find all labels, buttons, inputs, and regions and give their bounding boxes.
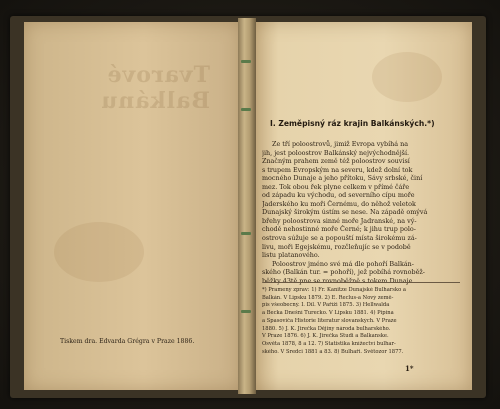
footnote-line: V Praze 1876. 6) J. K. Jirečka Studi a Balkanske. bbox=[262, 333, 389, 340]
text-line: ského (Balkán tur. = pohoří), jež pobíhá rovnoběž- bbox=[262, 268, 425, 277]
body-text bbox=[262, 140, 460, 285]
text-line: Značným prahem země též poloostrov souvisí bbox=[262, 157, 410, 166]
footnote-line: Balkán. V Lipsku 1879. 2) E. Reclus-a Nový země- bbox=[262, 294, 394, 301]
footnote-line: Osvěta 1878, 8 a 12. 7) Statistika knížectví bulhar- bbox=[262, 340, 396, 347]
text-line: Ze tří poloostrovů, jimiž Evropa vybíhá na bbox=[272, 140, 409, 148]
footnote-line: 1880. 5) J. K. Jirečka Dějiny národa bulharského. bbox=[262, 325, 391, 332]
text-line: jih, jest poloostrov Balkánský nejvýchodnější. bbox=[262, 148, 410, 157]
printer-imprint: Tiskem dra. Edvarda Grégra v Praze 1886. bbox=[60, 338, 195, 345]
text-line: Poloostrov jméno své má dle pohoří Balkán- bbox=[272, 259, 414, 268]
text-line: mez. Tok obou řek plyne celkem v přímé čáře bbox=[262, 182, 410, 191]
footnote bbox=[262, 287, 462, 356]
text-line: chodě nehostinné moře Černé; k jihu trup polo- bbox=[262, 225, 416, 234]
binding-thread bbox=[241, 60, 251, 63]
footnote-line: *) Prameny zprav: 1) Fr. Kanitze Dunajské Bulharsko a bbox=[262, 287, 406, 293]
page-stain bbox=[372, 52, 442, 102]
binding-thread bbox=[241, 310, 251, 313]
footnote-line: ského. V Sredci 1881 a 83. 8) Bulhaři. Světozor 1877. bbox=[262, 348, 404, 355]
text-line: ostrova súžuje se a popouští místa širokému zá- bbox=[262, 234, 417, 243]
text-line: od západu ku východu, od severního cípu moře bbox=[262, 191, 415, 200]
text-line: břehy poloostrova sinné moře Jadranské, na vý- bbox=[262, 216, 417, 225]
signature-mark: 1* bbox=[405, 364, 414, 373]
footnote-line: pis všeobecný. I. Díl. V Paříži 1875. 3) Hellwalda bbox=[262, 302, 390, 309]
binding-thread bbox=[241, 232, 251, 235]
footnote-line: a Spasoviča Historie literatur slovanských. V Praze bbox=[262, 317, 397, 324]
text-line: listu platanového. bbox=[262, 251, 320, 260]
text-line: s trupem Evropským na severu, kdež dolní tok bbox=[262, 165, 413, 174]
footnote-line: a Becka Dnešní Turecko. V Lipsku 1881. 4) Pipina bbox=[262, 310, 394, 317]
text-line: běžky 43tě pne se rovnoběžně s tokem Dunaje bbox=[262, 276, 413, 285]
footnote-rule bbox=[264, 282, 460, 283]
bleed-through-title: Tvarové Balkánu bbox=[100, 62, 210, 114]
page-stain bbox=[54, 222, 144, 282]
book-gutter bbox=[238, 18, 256, 394]
text-line: livu, moři Egejskému, rozčleňujíc se v podobě bbox=[262, 242, 411, 251]
chapter-heading: I. Zeměpisný ráz krajin Balkánských.*) bbox=[270, 119, 435, 128]
text-line: Jaderského ku moři Černému, do něhož veletok bbox=[262, 199, 416, 208]
binding-thread bbox=[241, 108, 251, 111]
text-line: Dunajský širokým ústím se nese. Na západě omývá bbox=[262, 208, 428, 217]
text-line: mocného Dunaje a jeho přítoku, Sávy srbské, činí bbox=[262, 174, 423, 183]
